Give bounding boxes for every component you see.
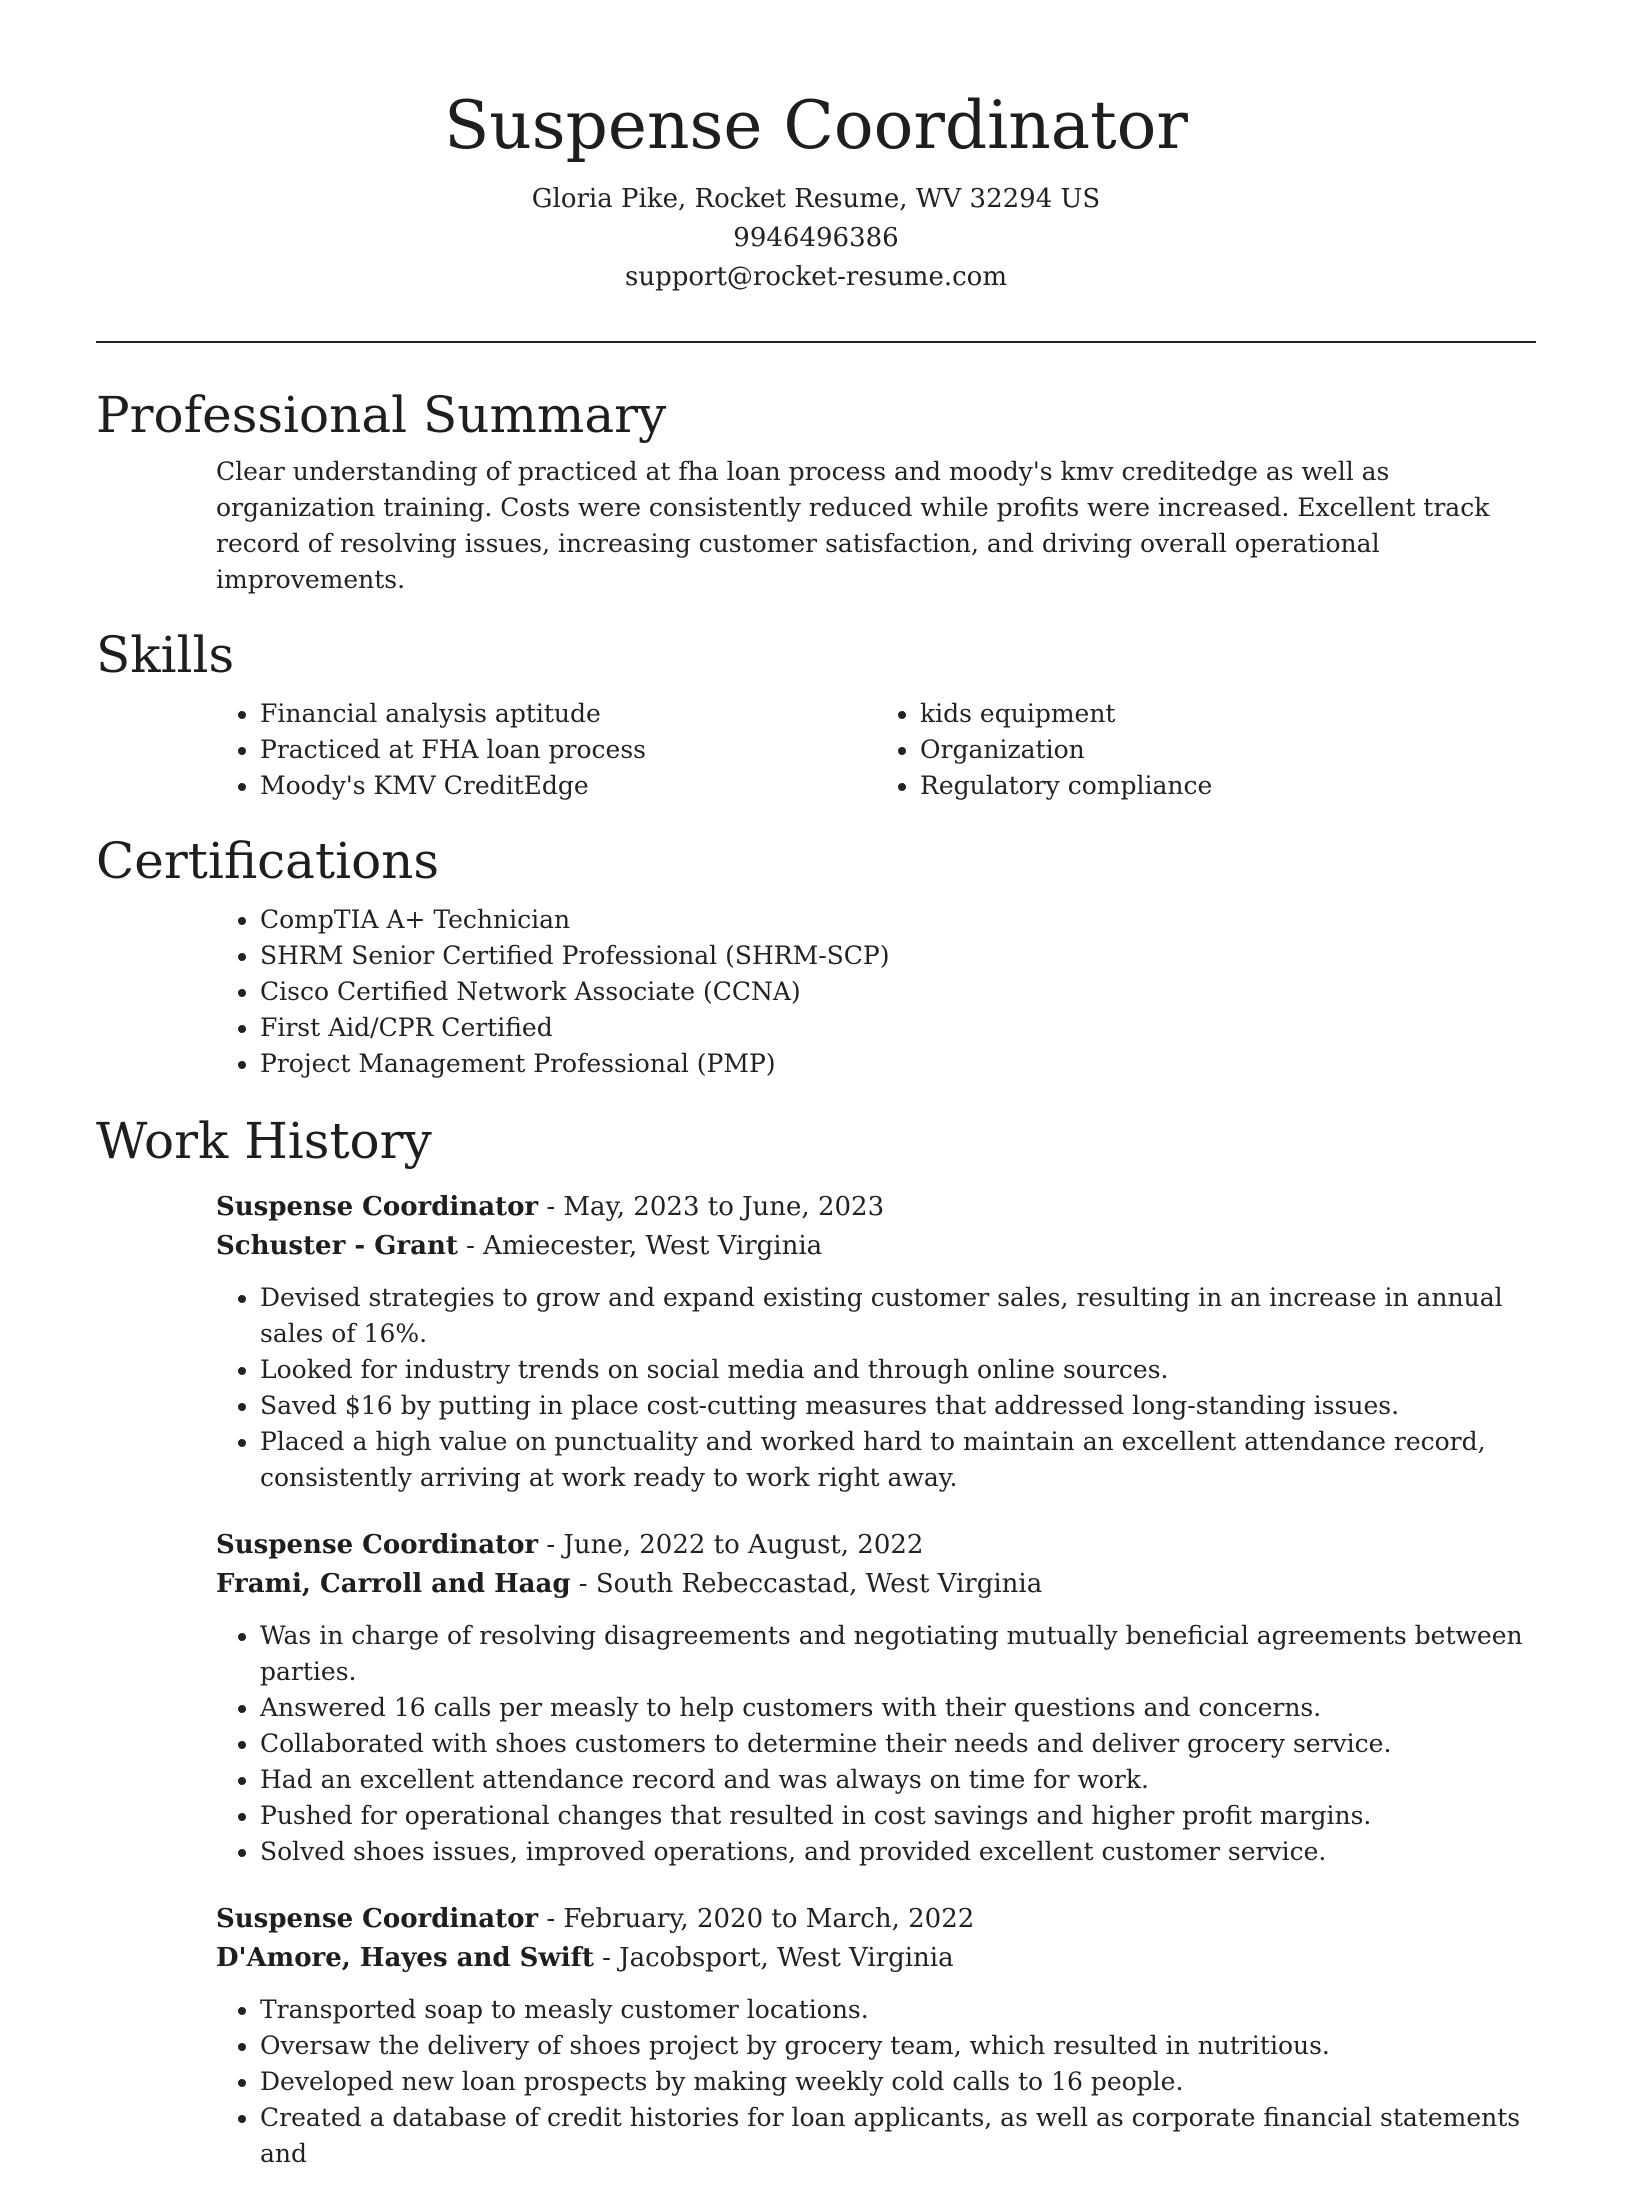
header-divider — [96, 341, 1536, 343]
job-bullet: • Placed a high value on punctuality and worked hard to maintain an excellent attendance record, consistently arriving at work ready to work right away. — [260, 1424, 1560, 1496]
job-dates: - June, 2022 to August, 2022 — [538, 1530, 924, 1560]
job-bullet: • Developed new loan prospects by making weekly cold calls to 16 people. — [260, 2064, 1560, 2100]
skill-item: • kids equipment — [920, 696, 1536, 732]
job-location: - South Rebeccastad, West Virginia — [570, 1569, 1043, 1599]
job-location: - Jacobsport, West Virginia — [593, 1943, 954, 1973]
skill-item: • Organization — [920, 732, 1536, 768]
job-bullet: • Was in charge of resolving disagreements and negotiating mutually beneficial agreements between parties. — [260, 1618, 1560, 1690]
skill-item: • Financial analysis aptitude — [260, 696, 876, 732]
certifications-list — [216, 902, 1536, 1082]
job-company-line — [216, 1565, 1536, 1604]
job-bullets — [216, 1618, 1560, 1870]
job-location: - Amiecester, West Virginia — [457, 1231, 823, 1261]
job-role: Suspense Coordinator — [216, 1530, 539, 1560]
job-bullet: • Transported soap to measly customer locations. — [260, 1992, 1560, 2028]
certification-item: • First Aid/CPR Certified — [260, 1010, 1536, 1046]
job-company-line — [216, 1939, 1536, 1978]
job-title-line — [216, 1526, 1536, 1565]
job-dates: - May, 2023 to June, 2023 — [538, 1192, 885, 1222]
contact-phone: 9946496386 — [733, 223, 899, 253]
skill-item: • Practiced at FHA loan process — [260, 732, 876, 768]
job-bullet: • Oversaw the delivery of shoes project by grocery team, which resulted in nutritious. — [260, 2028, 1560, 2064]
job-entry-3 — [216, 1900, 1536, 2172]
job-bullet: • Created a database of credit histories for loan applicants, as well as corporate financial statements and — [260, 2100, 1560, 2172]
job-bullet: • Solved shoes issues, improved operations, and provided excellent customer service. — [260, 1834, 1560, 1870]
job-company-line — [216, 1227, 1536, 1266]
job-bullet: • Devised strategies to grow and expand existing customer sales, resulting in an increase in annual sales of 16%. — [260, 1280, 1560, 1352]
skills-heading: Skills — [96, 626, 235, 684]
job-bullet: • Saved $16 by putting in place cost-cutting measures that addressed long-standing issues. — [260, 1388, 1560, 1424]
job-company: D'Amore, Hayes and Swift — [216, 1943, 594, 1973]
job-title-line — [216, 1900, 1536, 1939]
certification-item: • Cisco Certified Network Associate (CCNA) — [260, 974, 1536, 1010]
job-bullet: • Answered 16 calls per measly to help customers with their questions and concerns. — [260, 1690, 1560, 1726]
skills-list — [216, 696, 1536, 804]
certification-item: • SHRM Senior Certified Professional (SHRM-SCP) — [260, 938, 1536, 974]
resume-body — [96, 380, 1536, 2202]
resume-header — [0, 0, 1632, 297]
skill-item: • Regulatory compliance — [920, 768, 1536, 804]
summary-heading: Professional Summary — [96, 386, 667, 444]
job-dates: - February, 2020 to March, 2022 — [538, 1904, 975, 1934]
job-bullets — [216, 1992, 1560, 2172]
contact-address: Gloria Pike, Rocket Resume, WV 32294 US — [531, 184, 1101, 214]
job-company: Frami, Carroll and Haag — [216, 1569, 571, 1599]
summary-text: Clear understanding of practiced at fha loan process and moody's kmv creditedge as well as organization training. Costs were consistently reduced while profits were increased. Excellent track record of resolving issues, increasing customer satisfaction, and driving overall operational improvements. — [216, 457, 1490, 594]
job-entry-1 — [216, 1188, 1536, 1496]
job-bullet: • Pushed for operational changes that resulted in cost savings and higher profit margins. — [260, 1798, 1560, 1834]
job-bullet: • Had an excellent attendance record and was always on time for work. — [260, 1762, 1560, 1798]
job-title-line — [216, 1188, 1536, 1227]
job-entry-2 — [216, 1526, 1536, 1870]
job-bullets — [216, 1280, 1560, 1496]
skills-column-left — [216, 696, 876, 804]
job-bullet: • Collaborated with shoes customers to determine their needs and deliver grocery service. — [260, 1726, 1560, 1762]
certifications-heading: Certifications — [96, 832, 440, 890]
job-role: Suspense Coordinator — [216, 1192, 539, 1222]
job-bullet: • Looked for industry trends on social media and through online sources. — [260, 1352, 1560, 1388]
skill-item: • Moody's KMV CreditEdge — [260, 768, 876, 804]
certification-item: • CompTIA A+ Technician — [260, 902, 1536, 938]
skills-column-right — [876, 696, 1536, 804]
certification-item: • Project Management Professional (PMP) — [260, 1046, 1536, 1082]
job-company: Schuster - Grant — [216, 1231, 458, 1261]
resume-title: Suspense Coordinator — [444, 87, 1188, 164]
contact-email: support@rocket-resume.com — [624, 262, 1007, 292]
work-history-heading: Work History — [96, 1112, 432, 1170]
job-role: Suspense Coordinator — [216, 1904, 539, 1934]
